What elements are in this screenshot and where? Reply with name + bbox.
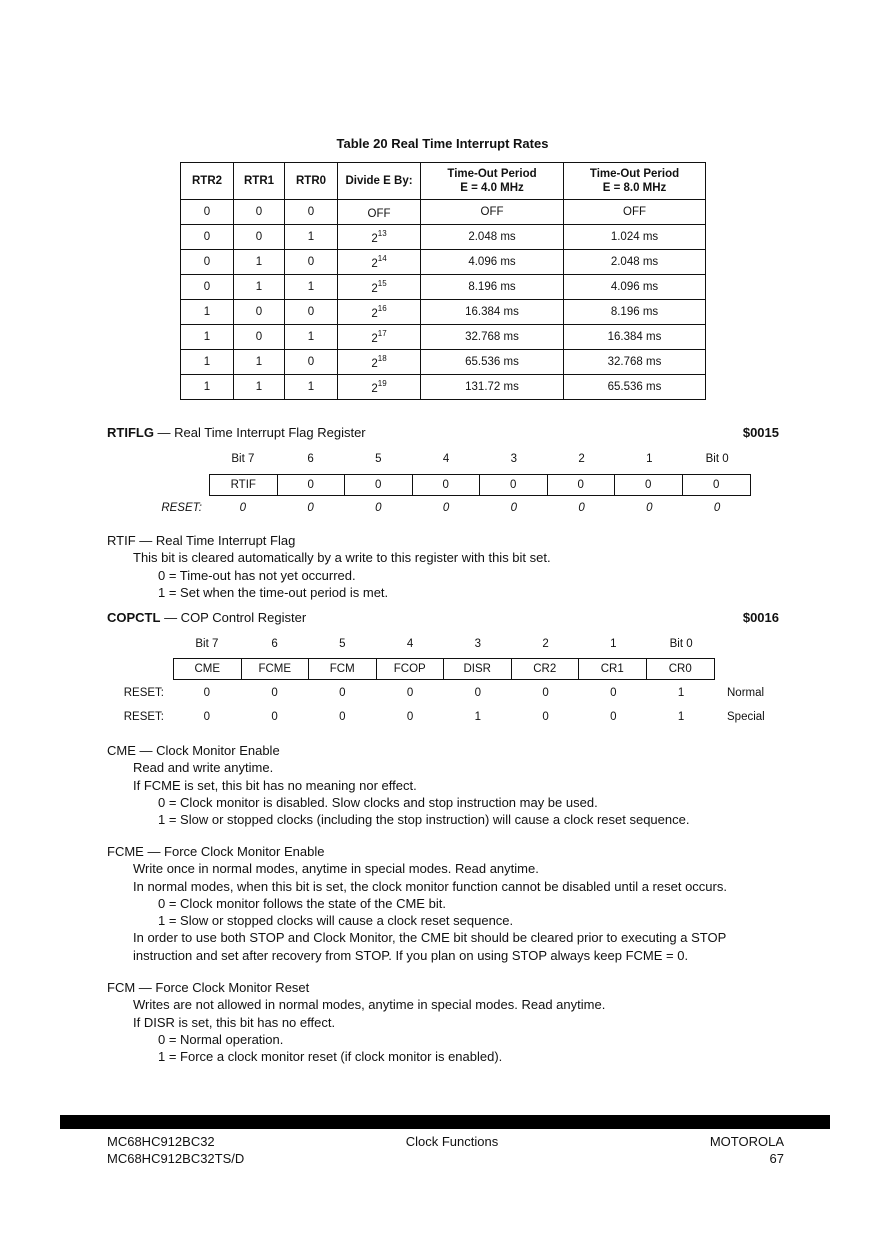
- reset-value: 0: [406, 687, 414, 699]
- rtiflg-register-bits: [209, 474, 751, 496]
- cell-rtr2: 0: [181, 250, 234, 275]
- cell-period-4mhz: 4.096 ms: [421, 250, 564, 275]
- rtif-description: [107, 532, 551, 601]
- bit-number: 1: [610, 638, 617, 650]
- rtiflg-bit-4: 0: [413, 475, 481, 495]
- cell-period-8mhz: 32.768 ms: [564, 350, 706, 375]
- bit-number: 5: [375, 453, 382, 465]
- cell-period-8mhz: 16.384 ms: [564, 325, 706, 350]
- copctl-bit-fcop: FCOP: [377, 659, 445, 679]
- reset-value: 0: [203, 687, 211, 699]
- reset-value: 0: [339, 711, 346, 723]
- bit-number: Bit 0: [669, 638, 693, 650]
- divide-base: 2: [371, 257, 378, 270]
- divide-exponent: 17: [377, 328, 387, 338]
- description-line: 1 = Force a clock monitor reset (if clock monitor is enabled).: [158, 1049, 503, 1065]
- bit-number: Bit 0: [705, 453, 729, 465]
- header-period-4mhz-line2: E = 4.0 MHz: [460, 182, 524, 194]
- bit-number: 6: [271, 638, 278, 650]
- footer-rule: [60, 1115, 830, 1129]
- copctl-reset-normal: [173, 687, 715, 699]
- table-row: [181, 250, 706, 275]
- description-line: If FCME is set, this bit has no meaning nor effect.: [133, 777, 417, 793]
- cell-rtr2: 0: [181, 200, 234, 225]
- cell-rtr2: 1: [181, 300, 234, 325]
- reset-value: 0: [442, 502, 450, 514]
- reset-value: 0: [578, 502, 585, 514]
- divide-base: 2: [371, 382, 378, 395]
- copctl-bit-disr: DISR: [444, 659, 512, 679]
- cme-description: [107, 742, 689, 828]
- copctl-reset-special: [173, 711, 715, 723]
- divide-base: 2: [371, 307, 378, 320]
- table-row: [181, 375, 706, 400]
- reset-value: 0: [542, 687, 549, 699]
- table-row: [181, 200, 706, 225]
- divide-base: 2: [371, 232, 378, 245]
- cell-rtr1: 0: [234, 300, 285, 325]
- description-line: 0 = Time-out has not yet occurred.: [158, 567, 356, 583]
- header-period-4mhz-line1: Time-Out Period: [447, 168, 537, 180]
- cell-period-4mhz: 16.384 ms: [421, 300, 564, 325]
- rtiflg-bit-numbers: [209, 453, 751, 465]
- page-number: 67: [769, 1151, 784, 1166]
- cell-period-4mhz: 131.72 ms: [421, 375, 564, 400]
- cell-divide: [338, 300, 421, 325]
- cell-rtr1: 1: [234, 250, 285, 275]
- table-row: [181, 300, 706, 325]
- bit-number: 2: [578, 453, 585, 465]
- divide-base: OFF: [367, 207, 391, 220]
- reset-value: 0: [646, 502, 653, 514]
- cell-period-8mhz: 2.048 ms: [564, 250, 706, 275]
- cell-rtr2: 0: [181, 225, 234, 250]
- reset-value: 0: [339, 687, 346, 699]
- cell-divide: [338, 250, 421, 275]
- cell-rtr0: 1: [285, 325, 338, 350]
- table-title: Table 20 Real Time Interrupt Rates: [336, 136, 549, 151]
- description-line: Read and write anytime.: [133, 760, 274, 776]
- header-period-8mhz-line2: E = 8.0 MHz: [602, 182, 667, 194]
- header-period-8mhz-line1: Time-Out Period: [589, 168, 680, 180]
- copctl-reset-label-normal: RESET:: [123, 687, 164, 699]
- cell-rtr1: 1: [234, 375, 285, 400]
- table-row: [181, 225, 706, 250]
- fcme-heading: FCME — Force Clock Monitor Enable: [107, 844, 325, 859]
- bit-number: 6: [307, 453, 314, 465]
- bit-number: 3: [510, 453, 518, 465]
- divide-exponent: 16: [377, 303, 387, 313]
- rtiflg-name: RTIFLG: [107, 425, 154, 440]
- divide-exponent: 13: [377, 228, 387, 238]
- copctl-address: $0016: [742, 610, 779, 625]
- cell-divide: [338, 375, 421, 400]
- header-rtr0: RTR0: [285, 163, 338, 200]
- rti-rates-table: [180, 162, 706, 400]
- copctl-reset-label-special: RESET:: [123, 711, 164, 723]
- cell-period-4mhz: OFF: [421, 200, 564, 225]
- normal-mode-label: Normal: [727, 687, 765, 699]
- description-line: Writes are not allowed in normal modes, anytime in special modes. Read anytime.: [133, 997, 606, 1013]
- description-line: In normal modes, when this bit is set, the clock monitor function cannot be disabled until a reset occurs.: [133, 878, 727, 894]
- bit-number: 1: [646, 453, 653, 465]
- reset-value: 0: [610, 711, 617, 723]
- cell-rtr0: 0: [285, 350, 338, 375]
- cell-rtr0: 1: [285, 225, 338, 250]
- cell-divide: [338, 225, 421, 250]
- divide-base: 2: [371, 357, 378, 370]
- reset-value: 1: [474, 711, 482, 723]
- copctl-bit-fcme: FCME: [242, 659, 310, 679]
- cell-rtr1: 0: [234, 325, 285, 350]
- header-divide: Divide E By:: [338, 163, 421, 200]
- reset-value: 1: [677, 711, 685, 723]
- cell-period-4mhz: 65.536 ms: [421, 350, 564, 375]
- copctl-bit-numbers: [173, 638, 715, 650]
- divide-base: 2: [371, 332, 378, 345]
- description-line: instruction and set after recovery from STOP. If you plan on using STOP always keep FCME = 0.: [133, 947, 689, 963]
- cell-rtr1: 0: [234, 200, 285, 225]
- description-line: In order to use both STOP and Clock Monitor, the CME bit should be cleared prior to executing a STOP: [133, 930, 727, 946]
- bit-number: 4: [442, 453, 450, 465]
- cme-heading: CME — Clock Monitor Enable: [107, 743, 280, 758]
- description-line: Write once in normal modes, anytime in special modes. Read anytime.: [133, 861, 539, 877]
- reset-value: 0: [610, 687, 617, 699]
- footer-section-title: Clock Functions: [405, 1134, 499, 1149]
- rtiflg-reset-values: [209, 502, 751, 514]
- copctl-register-bits: [173, 658, 715, 680]
- copctl-title: [107, 610, 306, 625]
- cell-rtr1: 1: [234, 350, 285, 375]
- copctl-bit-cme: CME: [174, 659, 242, 679]
- reset-value: 0: [474, 687, 482, 699]
- description-line: 1 = Slow or stopped clocks (including the stop instruction) will cause a clock reset sequence.: [158, 812, 690, 828]
- rtiflg-bit-rtif: RTIF: [210, 475, 278, 495]
- header-period-4mhz: [421, 163, 564, 200]
- rtiflg-reset-label: RESET:: [161, 502, 202, 514]
- description-line: 0 = Normal operation.: [158, 1031, 284, 1047]
- copctl-bit-cr2: CR2: [512, 659, 580, 679]
- rtiflg-title: [107, 425, 366, 440]
- header-rtr1: RTR1: [234, 163, 285, 200]
- divide-exponent: 18: [377, 353, 387, 363]
- rtiflg-bit-0: 0: [713, 479, 720, 491]
- rtiflg-bit-2: 0: [548, 475, 616, 495]
- cell-period-8mhz: OFF: [564, 200, 706, 225]
- cell-period-8mhz: 4.096 ms: [564, 275, 706, 300]
- cell-rtr0: 0: [285, 250, 338, 275]
- footer-part-number: MC68HC912BC32: [107, 1134, 215, 1149]
- fcme-description: [107, 843, 727, 964]
- copctl-description: — COP Control Register: [160, 610, 307, 625]
- reset-value: 0: [510, 502, 518, 514]
- header-period-8mhz: [564, 163, 706, 200]
- cell-divide: [338, 275, 421, 300]
- table-row: [181, 275, 706, 300]
- table-header-row: [181, 163, 706, 200]
- reset-value: 0: [542, 711, 549, 723]
- bit-number: Bit 7: [195, 638, 219, 650]
- cell-rtr0: 1: [285, 375, 338, 400]
- cell-rtr0: 0: [285, 300, 338, 325]
- divide-exponent: 19: [377, 378, 387, 388]
- reset-value: 1: [677, 687, 685, 699]
- reset-value: 0: [307, 502, 314, 514]
- bit-number: 3: [474, 638, 482, 650]
- rtiflg-description: — Real Time Interrupt Flag Register: [153, 425, 366, 440]
- cell-rtr0: 1: [285, 275, 338, 300]
- cell-rtr1: 1: [234, 275, 285, 300]
- cell-period-4mhz: 8.196 ms: [421, 275, 564, 300]
- cell-period-8mhz: 1.024 ms: [564, 225, 706, 250]
- divide-exponent: 14: [377, 253, 387, 263]
- rtiflg-bit-6: 0: [278, 475, 346, 495]
- special-mode-label: Special: [727, 711, 765, 723]
- rtiflg-bit-3: 0: [480, 475, 548, 495]
- cell-period-8mhz: 8.196 ms: [564, 300, 706, 325]
- divide-base: 2: [371, 282, 378, 295]
- footer-right: [710, 1133, 784, 1167]
- cell-rtr2: 1: [181, 325, 234, 350]
- header-rtr2: RTR2: [181, 163, 234, 200]
- footer-document-number: MC68HC912BC32TS/D: [107, 1151, 245, 1166]
- cell-rtr2: 1: [181, 350, 234, 375]
- reset-value: 0: [406, 711, 414, 723]
- cell-divide: [338, 350, 421, 375]
- reset-value: 0: [375, 502, 382, 514]
- reset-value: 0: [713, 502, 721, 514]
- bit-number: 2: [542, 638, 549, 650]
- table-row: [181, 350, 706, 375]
- description-line: 0 = Clock monitor is disabled. Slow clocks and stop instruction may be used.: [158, 794, 598, 810]
- bit-number: 4: [406, 638, 414, 650]
- divide-exponent: 15: [377, 278, 387, 288]
- rtiflg-address: $0015: [742, 425, 779, 440]
- reset-value: 0: [239, 502, 247, 514]
- reset-value: 0: [203, 711, 211, 723]
- copctl-bit-cr0: CR0: [668, 663, 692, 675]
- fcm-heading: FCM — Force Clock Monitor Reset: [107, 980, 310, 995]
- cell-divide: [338, 200, 421, 225]
- copctl-bit-cr1: CR1: [579, 659, 647, 679]
- copctl-bit-fcm: FCM: [309, 659, 377, 679]
- description-line: 0 = Clock monitor follows the state of the CME bit.: [158, 895, 446, 911]
- cell-period-4mhz: 2.048 ms: [421, 225, 564, 250]
- description-line: 1 = Set when the time-out period is met.: [158, 584, 389, 600]
- footer-company: MOTOROLA: [709, 1134, 784, 1149]
- description-line: If DISR is set, this bit has no effect.: [133, 1014, 336, 1030]
- cell-divide: [338, 325, 421, 350]
- copctl-name: COPCTL: [107, 610, 161, 625]
- rtiflg-bit-1: 0: [615, 475, 683, 495]
- cell-rtr2: 1: [181, 375, 234, 400]
- reset-value: 0: [271, 711, 278, 723]
- description-line: This bit is cleared automatically by a write to this register with this bit set.: [133, 550, 551, 566]
- bit-number: Bit 7: [231, 453, 255, 465]
- table-row: [181, 325, 706, 350]
- cell-period-8mhz: 65.536 ms: [564, 375, 706, 400]
- bit-number: 5: [339, 638, 346, 650]
- cell-rtr1: 0: [234, 225, 285, 250]
- cell-rtr2: 0: [181, 275, 234, 300]
- fcm-description: [107, 979, 605, 1065]
- rtiflg-bit-5: 0: [345, 475, 413, 495]
- cell-rtr0: 0: [285, 200, 338, 225]
- description-line: 1 = Slow or stopped clocks will cause a clock reset sequence.: [158, 913, 514, 929]
- reset-value: 0: [271, 687, 278, 699]
- cell-period-4mhz: 32.768 ms: [421, 325, 564, 350]
- rtif-heading: RTIF — Real Time Interrupt Flag: [107, 533, 296, 548]
